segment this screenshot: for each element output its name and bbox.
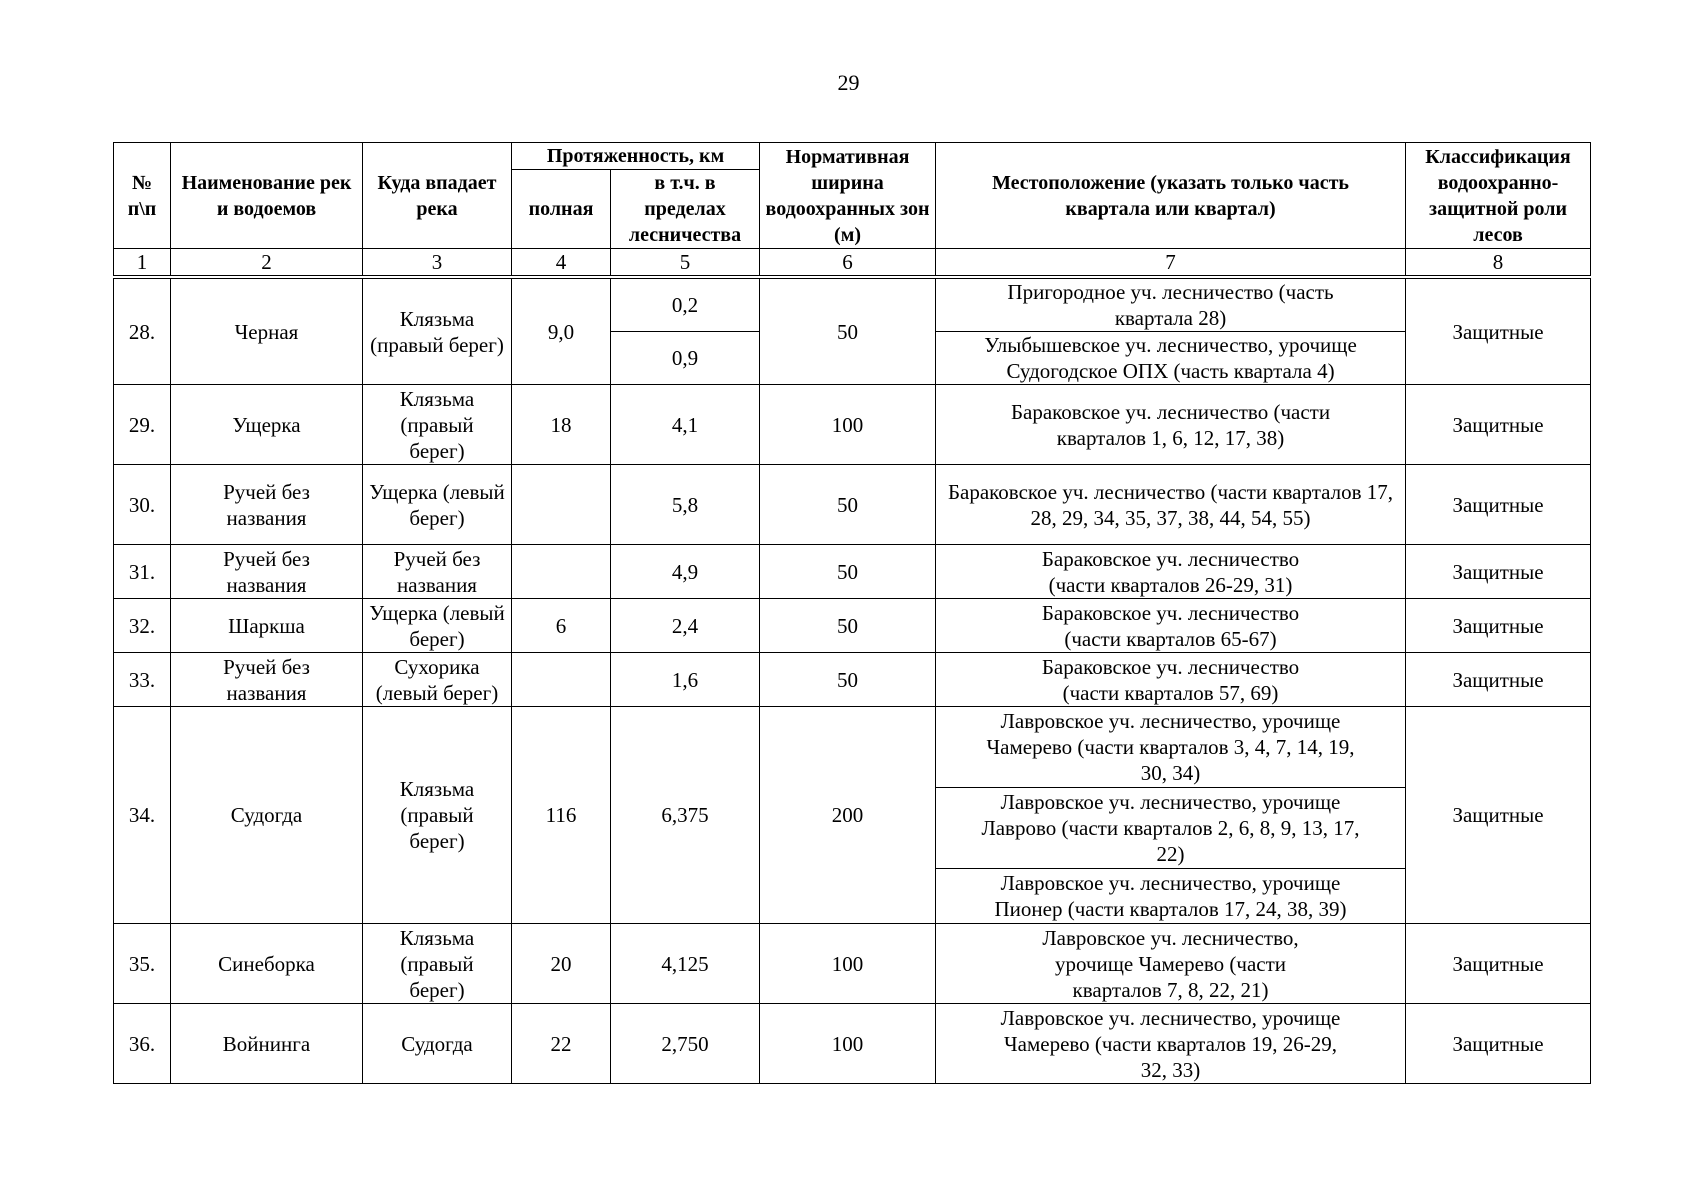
row-within: 5,8	[611, 465, 760, 545]
row-class: Защитные	[1406, 653, 1591, 707]
row-total: 20	[512, 924, 611, 1004]
table-row	[114, 465, 1591, 545]
row-location: Бараковское уч. лесничество (части кварталов 57, 69)	[936, 653, 1406, 707]
row-within: 4,1	[611, 385, 760, 465]
row-location: Улыбышевское уч. лесничество, урочище Судогодское ОПХ (часть квартала 4)	[936, 332, 1406, 385]
row-flows-into: Сухорика (левый берег)	[363, 653, 512, 707]
row-flows-into: Ущерка (левый берег)	[363, 599, 512, 653]
row-total: 9,0	[512, 277, 611, 385]
row-location: Лавровское уч. лесничество, урочище Лаврово (части кварталов 2, 6, 8, 9, 13, 17, 22)	[936, 788, 1406, 869]
row-num: 36.	[114, 1004, 171, 1084]
row-flows-into: Судогда	[363, 1004, 512, 1084]
row-name: Шаркша	[171, 599, 363, 653]
table-row	[114, 924, 1591, 1004]
row-width: 100	[760, 1004, 936, 1084]
row-within: 4,9	[611, 545, 760, 599]
row-total: 22	[512, 1004, 611, 1084]
column-number: 4	[512, 249, 611, 278]
row-class: Защитные	[1406, 924, 1591, 1004]
row-flows-into: Ручей без названия	[363, 545, 512, 599]
column-number: 8	[1406, 249, 1591, 278]
row-num: 28.	[114, 277, 171, 385]
row-num: 29.	[114, 385, 171, 465]
row-name: Ручей без названия	[171, 545, 363, 599]
water-bodies-table	[113, 142, 1591, 1084]
table-row	[114, 599, 1591, 653]
row-name: Войнинга	[171, 1004, 363, 1084]
row-width: 50	[760, 465, 936, 545]
header-num: № п\п	[114, 143, 171, 249]
column-number: 3	[363, 249, 512, 278]
row-flows-into: Клязьма (правый берег)	[363, 707, 512, 924]
row-num: 33.	[114, 653, 171, 707]
row-flows-into: Клязьма (правый берег)	[363, 385, 512, 465]
header-length-within: в т.ч. в пределах лесничества	[611, 170, 760, 249]
row-total: 6	[512, 599, 611, 653]
row-class: Защитные	[1406, 1004, 1591, 1084]
header-length: Протяженность, км	[512, 143, 760, 170]
row-flows-into: Ущерка (левый берег)	[363, 465, 512, 545]
column-number: 2	[171, 249, 363, 278]
row-width: 100	[760, 924, 936, 1004]
table-row	[114, 1004, 1591, 1084]
row-width: 50	[760, 545, 936, 599]
row-location: Лавровское уч. лесничество, урочище Чамерево (части кварталов 3, 4, 7, 14, 19, 30, 34)	[936, 707, 1406, 788]
row-within: 2,4	[611, 599, 760, 653]
table-row	[114, 277, 1591, 332]
table-row	[114, 653, 1591, 707]
header-location: Местоположение (указать только часть квартала или квартал)	[936, 143, 1406, 249]
row-width: 100	[760, 385, 936, 465]
row-total: 116	[512, 707, 611, 924]
row-class: Защитные	[1406, 707, 1591, 924]
row-within: 1,6	[611, 653, 760, 707]
row-width: 50	[760, 653, 936, 707]
row-location: Лавровское уч. лесничество, урочище Чамерево (части кварталов 7, 8, 22, 21)	[936, 924, 1406, 1004]
row-name: Ручей без названия	[171, 465, 363, 545]
column-number: 7	[936, 249, 1406, 278]
header-name: Наименование рек и водоемов	[171, 143, 363, 249]
row-location: Бараковское уч. лесничество (части кварталов 17, 28, 29, 34, 35, 37, 38, 44, 54, 55)	[936, 465, 1406, 545]
column-number: 6	[760, 249, 936, 278]
row-within: 0,9	[611, 332, 760, 385]
row-class: Защитные	[1406, 545, 1591, 599]
row-total	[512, 545, 611, 599]
row-total	[512, 465, 611, 545]
row-name: Синеборка	[171, 924, 363, 1004]
header-width: Нормативная ширина водоохранных зон (м)	[760, 143, 936, 249]
header-flows-into: Куда впадает река	[363, 143, 512, 249]
row-flows-into: Клязьма (правый берег)	[363, 924, 512, 1004]
table-row	[114, 545, 1591, 599]
row-class: Защитные	[1406, 465, 1591, 545]
row-location: Пригородное уч. лесничество (часть квартала 28)	[936, 277, 1406, 332]
row-name: Черная	[171, 277, 363, 385]
row-total: 18	[512, 385, 611, 465]
row-name: Судогда	[171, 707, 363, 924]
header-classification: Классификация водоохранно-защитной роли лесов	[1406, 143, 1591, 249]
row-class: Защитные	[1406, 599, 1591, 653]
row-location: Лавровское уч. лесничество, урочище Чамерево (части кварталов 19, 26-29, 32, 33)	[936, 1004, 1406, 1084]
row-within: 4,125	[611, 924, 760, 1004]
row-name: Ручей без названия	[171, 653, 363, 707]
row-flows-into: Клязьма (правый берег)	[363, 277, 512, 385]
row-num: 34.	[114, 707, 171, 924]
column-number: 1	[114, 249, 171, 278]
row-within: 6,375	[611, 707, 760, 924]
row-num: 35.	[114, 924, 171, 1004]
row-within: 2,750	[611, 1004, 760, 1084]
row-num: 32.	[114, 599, 171, 653]
row-name: Ущерка	[171, 385, 363, 465]
row-location: Бараковское уч. лесничество (части кварталов 26-29, 31)	[936, 545, 1406, 599]
row-num: 31.	[114, 545, 171, 599]
row-location: Бараковское уч. лесничество (части кварталов 1, 6, 12, 17, 38)	[936, 385, 1406, 465]
row-total	[512, 653, 611, 707]
row-width: 200	[760, 707, 936, 924]
row-within: 0,2	[611, 277, 760, 332]
row-class: Защитные	[1406, 385, 1591, 465]
header-length-total: полная	[512, 170, 611, 249]
table-row	[114, 385, 1591, 465]
column-number: 5	[611, 249, 760, 278]
row-num: 30.	[114, 465, 171, 545]
row-location: Бараковское уч. лесничество (части кварталов 65-67)	[936, 599, 1406, 653]
row-width: 50	[760, 277, 936, 385]
row-class: Защитные	[1406, 277, 1591, 385]
page-number: 29	[837, 70, 860, 95]
table-row	[114, 707, 1591, 788]
row-location: Лавровское уч. лесничество, урочище Пионер (части кварталов 17, 24, 38, 39)	[936, 869, 1406, 924]
row-width: 50	[760, 599, 936, 653]
